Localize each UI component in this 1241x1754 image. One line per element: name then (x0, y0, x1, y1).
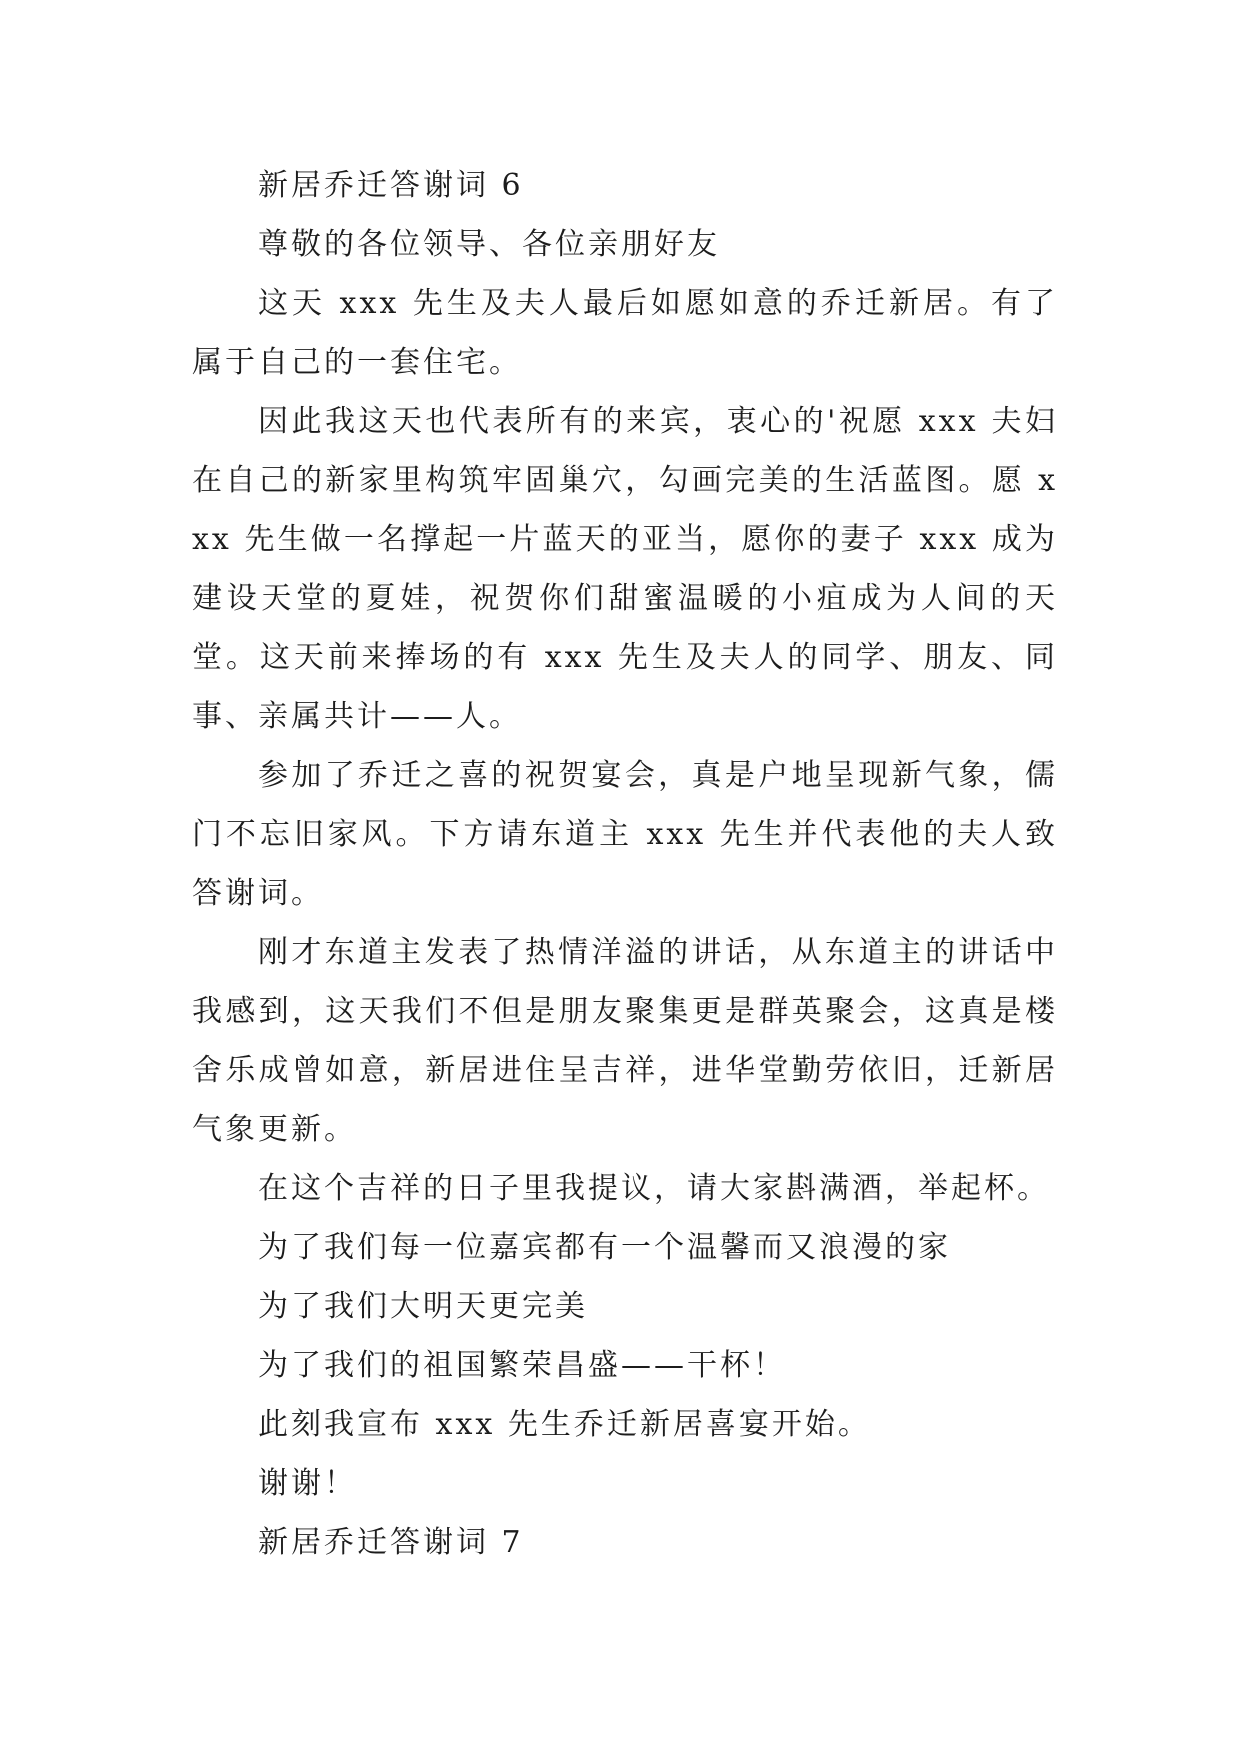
body-paragraph: 因此我这天也代表所有的来宾，衷心的'祝愿 xxx 夫妇在自己的新家里构筑牢固巢穴，勾画完美的生活蓝图。愿 xxx 先生做一名撑起一片蓝天的亚当，愿你的妻子 xxx 成为建设天堂的夏娃，祝贺你们甜蜜温暖的小疽成为人间的天堂。这天前来捧场的有 xxx 先生及夫人的同学、朋友、同事、亲属共计——人。 (192, 404, 1058, 734)
section-heading: 新居乔迁答谢词 7 (258, 1525, 524, 1560)
body-paragraph: 在这个吉祥的日子里我提议，请大家斟满酒，举起杯。 (258, 1171, 1050, 1206)
body-paragraph: 参加了乔迁之喜的祝贺宴会，真是户地呈现新气象，儒门不忘旧家风。下方请东道主 xxx 先生并代表他的夫人致答谢词。 (192, 758, 1058, 911)
body-paragraph: 刚才东道主发表了热情洋溢的讲话，从东道主的讲话中我感到，这天我们不但是朋友聚集更是群英聚会，这真是楼舍乐成曾如意，新居进住呈吉祥，进华堂勤劳依旧，迁新居气象更新。 (192, 935, 1058, 1147)
closing-line: 谢谢！ (258, 1466, 357, 1501)
section-heading: 新居乔迁答谢词 6 (258, 168, 524, 203)
toast-line: 为了我们的祖国繁荣昌盛——干杯！ (258, 1348, 786, 1383)
toast-line: 为了我们大明天更完美 (258, 1289, 588, 1324)
body-paragraph: 这天 xxx 先生及夫人最后如愿如意的乔迁新居。有了属于自己的一套住宅。 (192, 286, 1058, 380)
document-body (192, 156, 1058, 1572)
toast-line: 为了我们每一位嘉宾都有一个温馨而又浪漫的家 (258, 1230, 951, 1265)
salutation: 尊敬的各位领导、各位亲朋好友 (258, 227, 720, 262)
body-paragraph: 此刻我宣布 xxx 先生乔迁新居喜宴开始。 (258, 1407, 871, 1442)
